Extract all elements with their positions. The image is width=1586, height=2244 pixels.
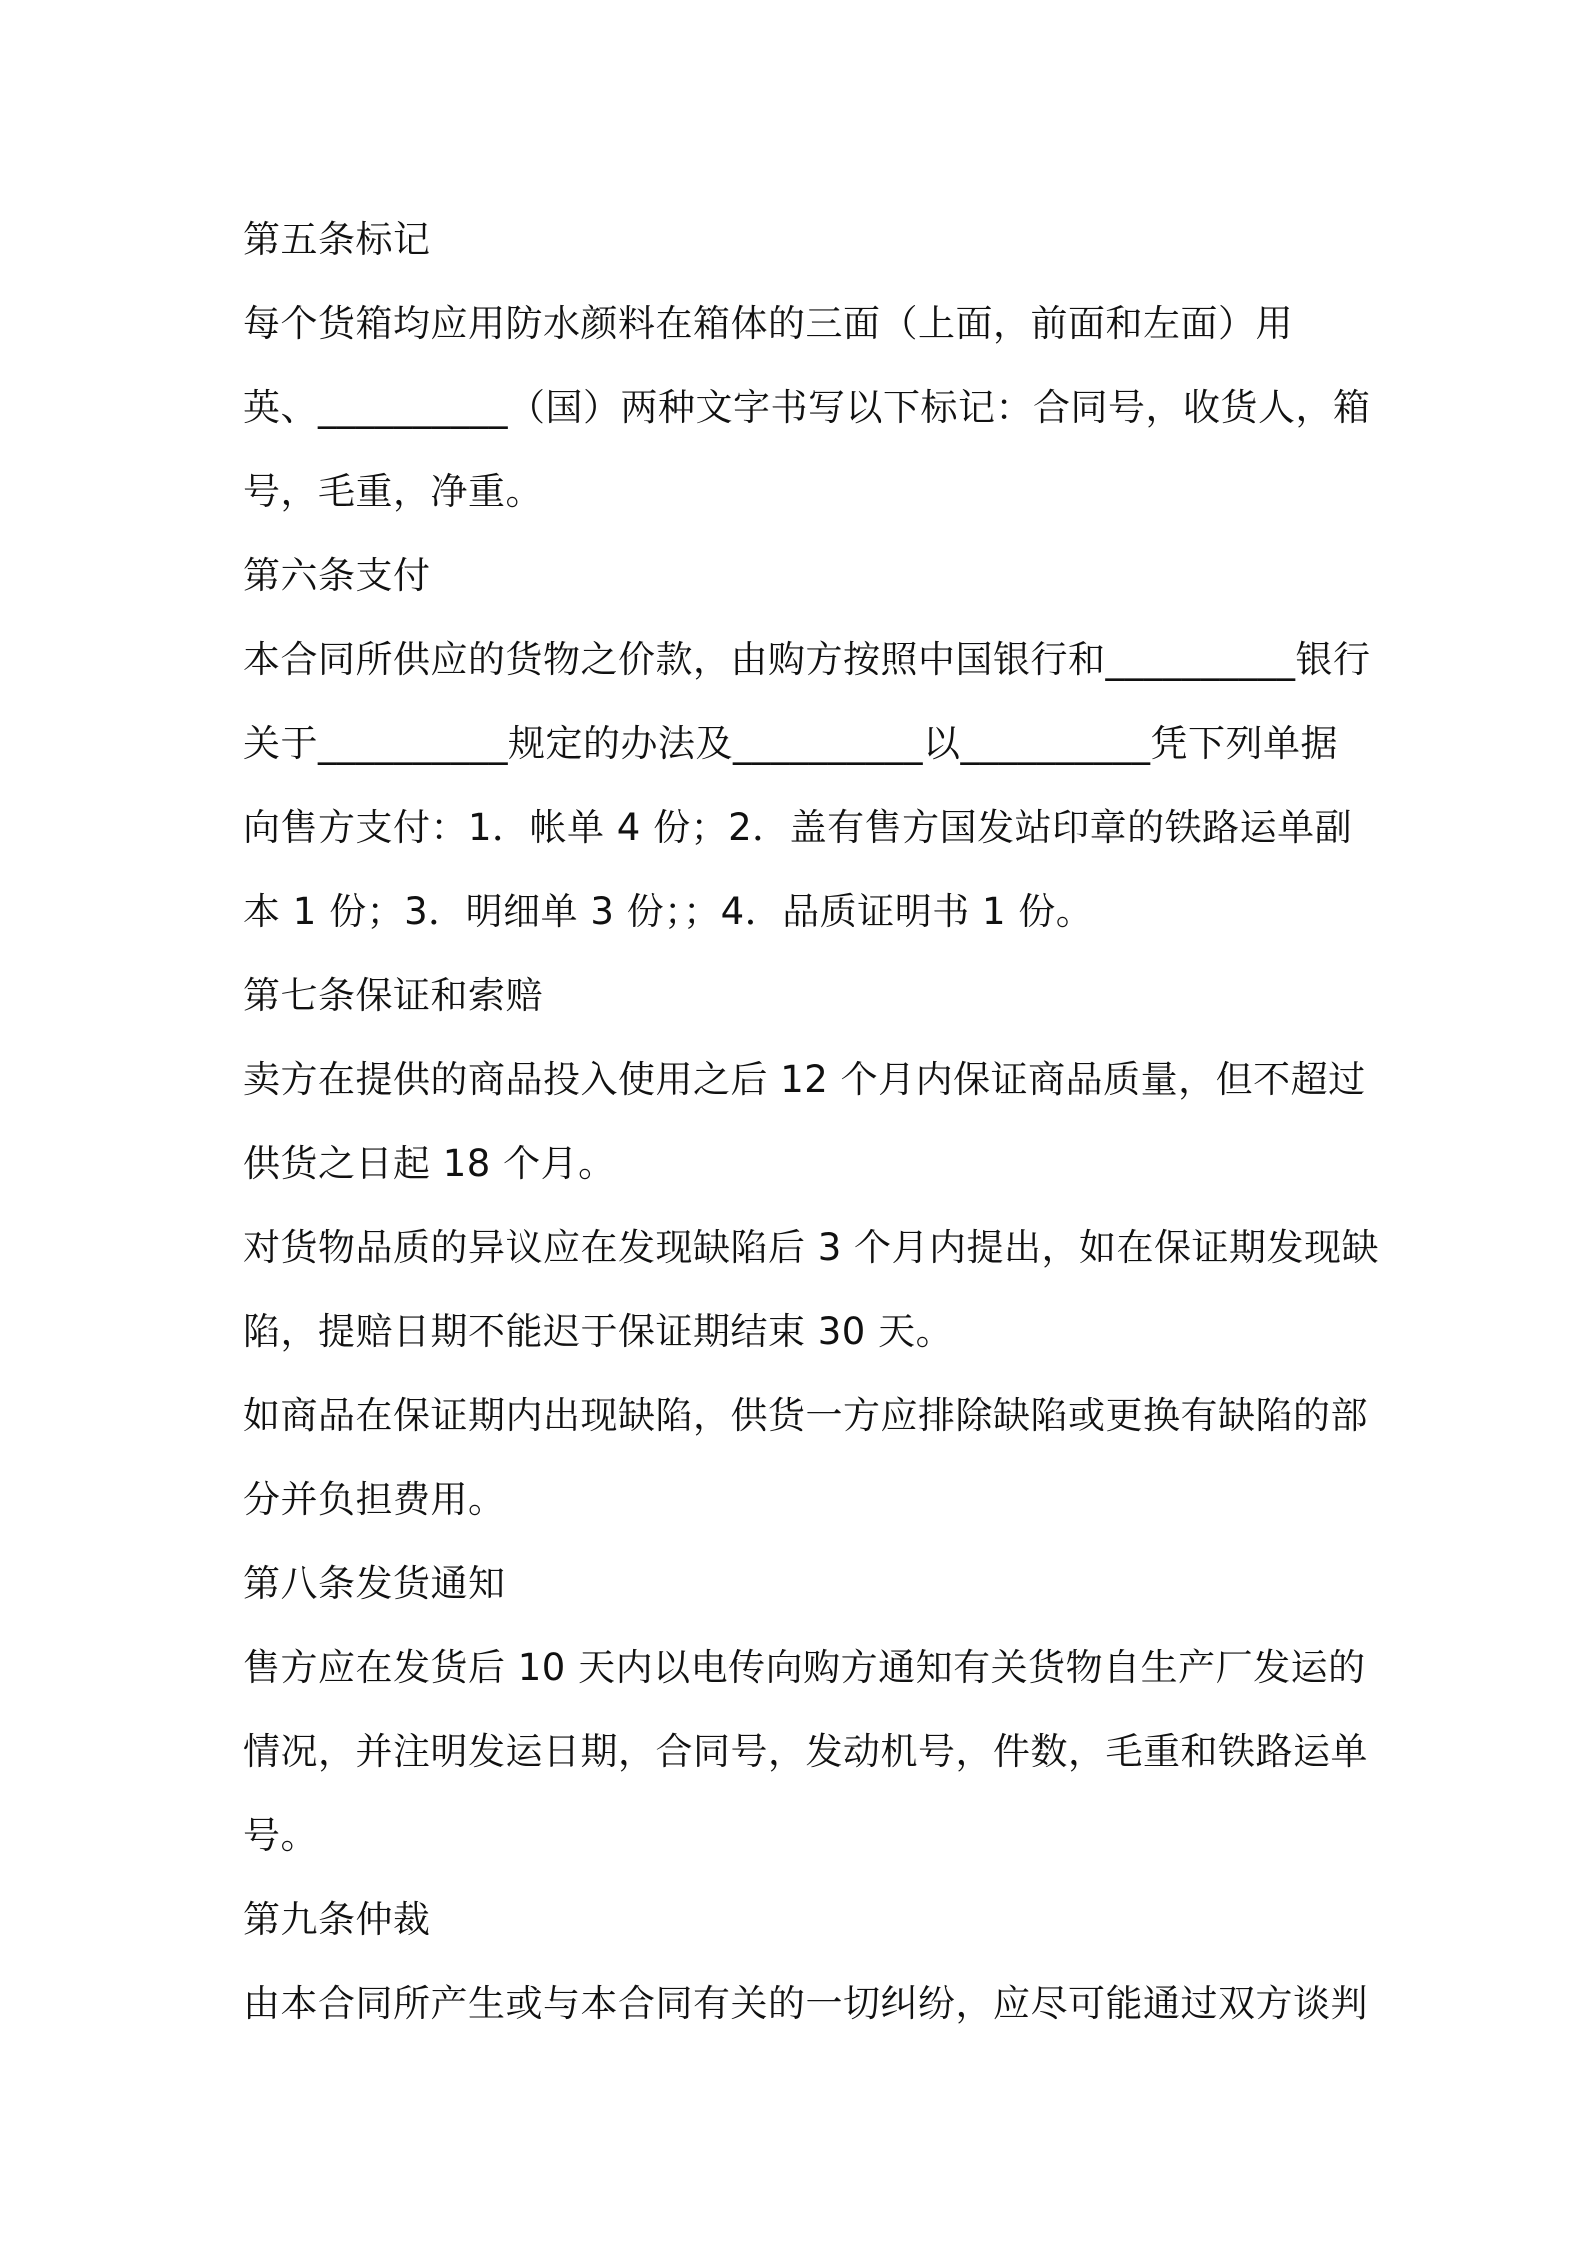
article-5-heading: 第五条标记: [243, 218, 431, 261]
paragraph-line: 情况，并注明发运日期，合同号，发动机号，件数，毛重和铁路运单: [243, 1730, 1368, 1773]
paragraph-line: 每个货箱均应用防水颜料在箱体的三面（上面，前面和左面）用: [243, 302, 1293, 345]
paragraph-line: 由本合同所产生或与本合同有关的一切纠纷，应尽可能通过双方谈判: [243, 1982, 1368, 2025]
paragraph-line: 售方应在发货后 10 天内以电传向购方通知有关货物自生产厂发运的: [243, 1646, 1366, 1689]
paragraph-line: 分并负担费用。: [243, 1478, 506, 1521]
paragraph-line: 供货之日起 18 个月。: [243, 1142, 616, 1185]
document-body: [243, 198, 1380, 2046]
paragraph-line: 对货物品质的异议应在发现缺陷后 3 个月内提出，如在保证期发现缺: [243, 1226, 1380, 1269]
article-7-heading: 第七条保证和索赔: [243, 974, 543, 1017]
paragraph-line: 如商品在保证期内出现缺陷，供货一方应排除缺陷或更换有缺陷的部: [243, 1394, 1368, 1437]
paragraph-line: 陷，提赔日期不能迟于保证期结束 30 天。: [243, 1310, 954, 1353]
paragraph-line: 向售方支付：1．帐单 4 份；2．盖有售方国发站印章的铁路运单副: [243, 806, 1353, 849]
paragraph-line: 本合同所供应的货物之价款，由购方按照中国银行和__________银行: [243, 638, 1371, 681]
paragraph-line: 卖方在提供的商品投入使用之后 12 个月内保证商品质量，但不超过: [243, 1058, 1366, 1101]
paragraph-line: 号，毛重，净重。: [243, 470, 543, 513]
article-6-heading: 第六条支付: [243, 554, 431, 597]
paragraph-line: 关于__________规定的办法及__________以__________凭下列单据: [243, 722, 1338, 765]
paragraph-line: 号。: [243, 1814, 318, 1857]
paragraph-line: 英、__________（国）两种文字书写以下标记：合同号，收货人，箱: [243, 386, 1371, 429]
article-9-heading: 第九条仲裁: [243, 1898, 431, 1941]
article-8-heading: 第八条发货通知: [243, 1562, 506, 1605]
paragraph-line: 本 1 份；3．明细单 3 份；；4．品质证明书 1 份。: [243, 890, 1094, 933]
